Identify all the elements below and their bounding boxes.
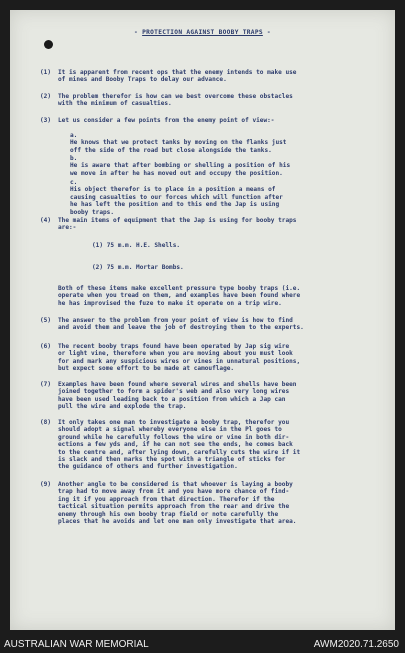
- equipment-item-2: [92, 264, 184, 271]
- item-text: 75 m.m. Mortar Bombs.: [106, 264, 184, 271]
- paragraph-number: (2): [40, 93, 52, 100]
- item-number: (2): [92, 264, 104, 271]
- paragraph-text: It only takes one man to investigate a booby trap, therefor you should adopt a signal whereby everyone else in the Pl goes to ground while he carefully follows the wire or vine in both dir- ections a few yds and, if he can not see the ends, he comes back to the centre and, after lying down, carefully cuts the wire if it is slack and then marks the spot with a triangle of sticks for the guidance of others and further investigation.: [58, 419, 301, 471]
- sub-point-text: He knows that we protect tanks by moving on the flanks just off the side of the road but close alongside the tanks.: [70, 139, 287, 154]
- paragraph-number: (1): [40, 69, 52, 76]
- paragraph-8: [40, 419, 380, 471]
- sub-point-letter: a.: [70, 132, 78, 139]
- paragraph-4: [40, 217, 380, 232]
- paragraph-text: The problem therefor is how can we best overcome these obstacles with the minimum of casualties.: [58, 93, 293, 108]
- paragraph-number: (5): [40, 317, 52, 324]
- paragraph-text: It is apparent from recent ops that the enemy intends to make use of mines and Booby Traps to delay our advance.: [58, 69, 297, 84]
- sub-point-b: [70, 155, 370, 177]
- paragraph-text: The recent booby traps found have been operated by Jap sig wire or light vine, therefore when you are moving about you must look for and mark any suspicious wires or vines in unnatural positions, but expect some effort to be made at camouflage.: [58, 343, 301, 373]
- paragraph-text: Let us consider a few points from the enemy point of view:-: [58, 117, 275, 124]
- paragraph-text: Both of these items make excellent pressure type booby traps (i.e. operate when you tread on them, and examples have been found where he has improvised the fuze to make it operate on a trip wire.: [58, 285, 301, 307]
- document-page: [10, 10, 395, 630]
- paragraph-2: [40, 93, 380, 108]
- paragraph-text: Another angle to be considered is that whoever is laying a booby trap had to move away from it and you have more chance of find- ing it if you approach from that direction. Therefor if the tactical situation permits approach from the rear and drive the enemy through his own booby trap field or note carefully the places that he avoids and let one man only investigate that area.: [58, 481, 297, 526]
- document-title: - PROTECTION AGAINST BOOBY TRAPS -: [134, 29, 271, 36]
- sub-point-letter: c.: [70, 179, 78, 186]
- paragraph-text: The answer to the problem from your point of view is how to find and avoid them and leave the job of destroying them to the experts.: [58, 317, 304, 332]
- paragraph-number: (4): [40, 217, 52, 224]
- sub-point-c: [70, 179, 370, 216]
- paragraph-7: [40, 381, 380, 411]
- paragraph-9: [40, 481, 380, 525]
- paragraph-3: [40, 117, 380, 124]
- paragraph-text: Examples have been found where several wires and shells have been joined together to form a spider's web and also very long wires have been used leading back to a position from which a Jap can pull the wire and explode the trap.: [58, 381, 297, 411]
- footer-accession-number: AWM2020.71.2650: [313, 639, 399, 650]
- paragraph-text: The main items of equipment that the Jap is using for booby traps are:-: [58, 217, 297, 232]
- sub-point-letter: b.: [70, 155, 78, 162]
- paragraph-number: (8): [40, 419, 52, 426]
- item-number: (1): [92, 242, 104, 249]
- paragraph-4-continued: [40, 285, 380, 307]
- paragraph-number: (7): [40, 381, 52, 388]
- paragraph-6: [40, 343, 380, 373]
- footer-institution: AUSTRALIAN WAR MEMORIAL: [4, 639, 149, 650]
- title-text: PROTECTION AGAINST BOOBY TRAPS: [142, 29, 263, 36]
- punch-hole: [44, 40, 53, 49]
- sub-point-a: [70, 132, 370, 154]
- item-text: 75 m.m. H.E. Shells.: [106, 242, 181, 249]
- footer-bar: [0, 636, 405, 653]
- paragraph-5: [40, 317, 380, 332]
- sub-point-text: His object therefor is to place in a position a means of causing casualties to our forces which will function after he has left the position and to this end the Jap is using booby traps.: [70, 186, 283, 216]
- paragraph-number: (9): [40, 481, 52, 488]
- sub-point-text: He is aware that after bombing or shelling a position of his we move in after he has moved out and occupy the position.: [70, 162, 291, 177]
- paragraph-number: (6): [40, 343, 52, 350]
- equipment-item-1: [92, 242, 180, 249]
- paragraph-number: (3): [40, 117, 52, 124]
- paragraph-1: [40, 69, 380, 84]
